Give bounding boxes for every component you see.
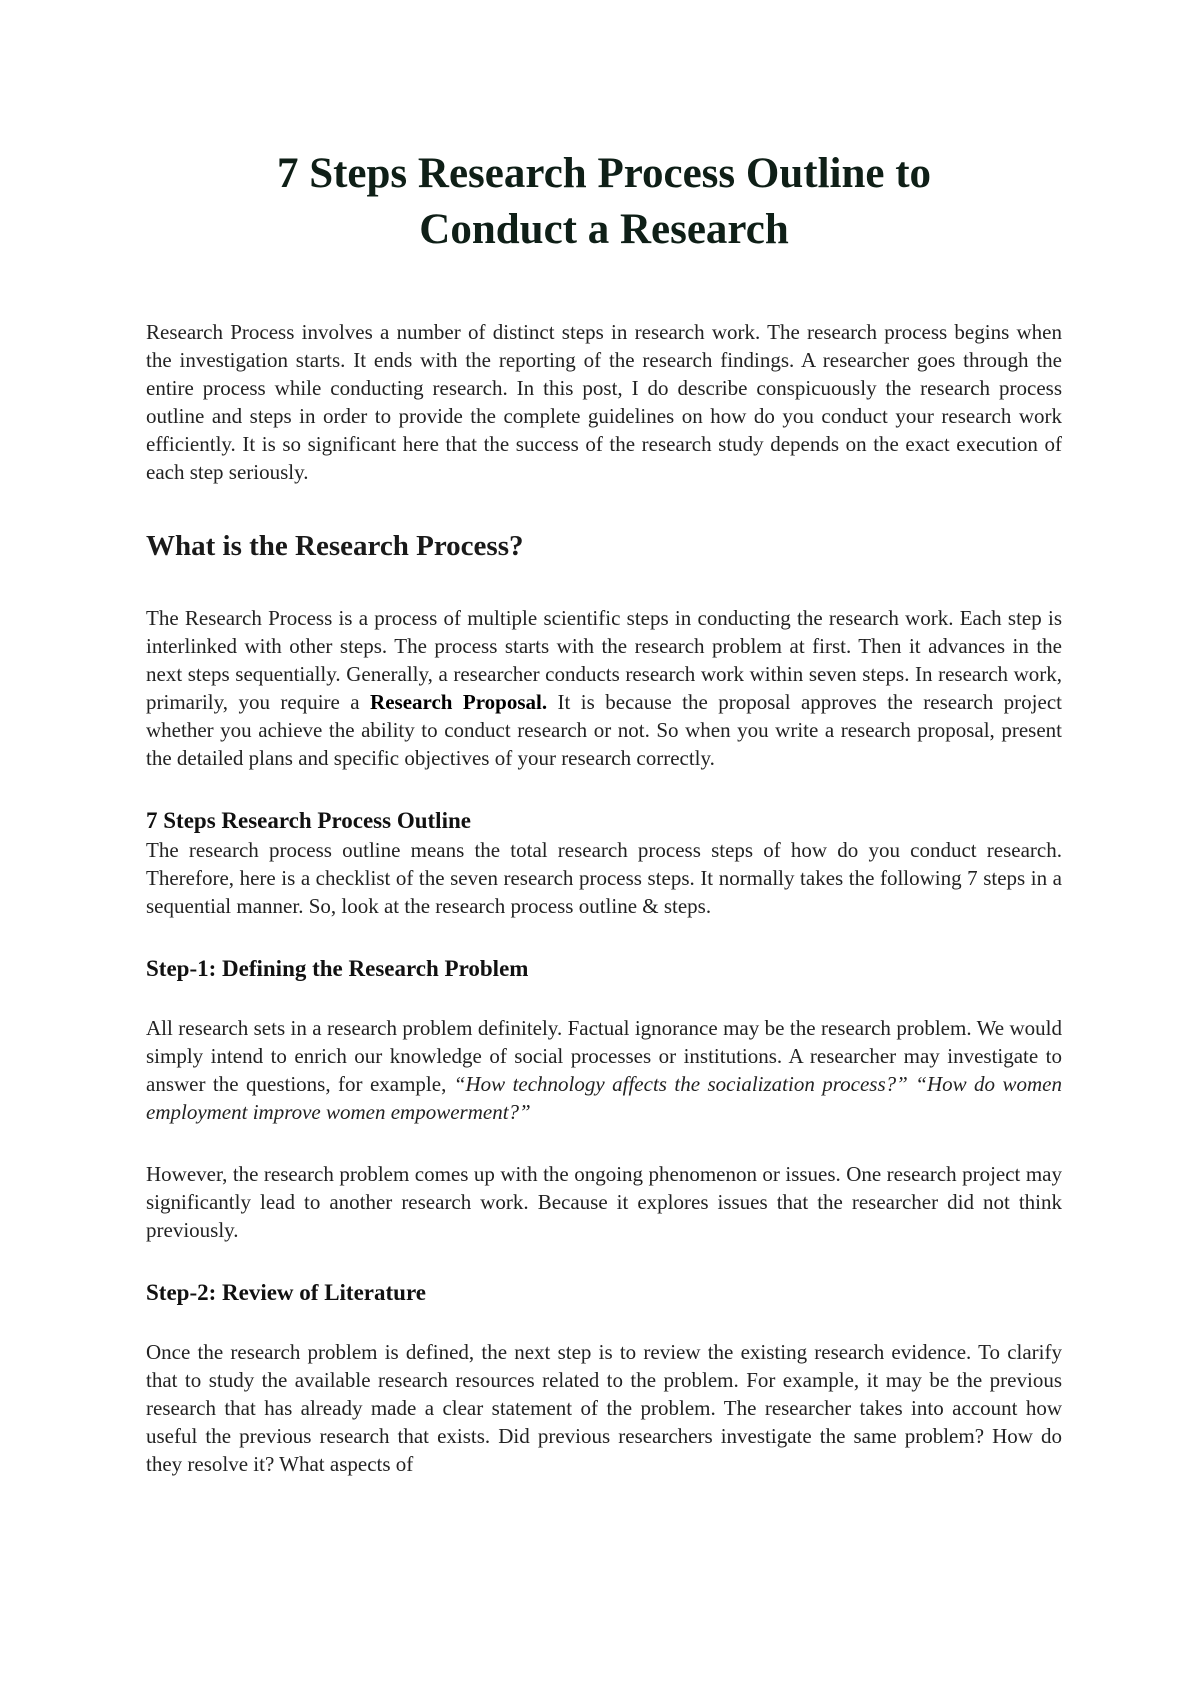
- title-line-2: Conduct a Research: [419, 206, 789, 253]
- section-heading-what-is: What is the Research Process?: [146, 530, 524, 562]
- intro-paragraph: Research Process involves a number of distinct steps in research work. The research process begins when the investigation starts. It ends with the reporting of the research findings. A researcher goes through the entire process while conducting research. In this post, I do describe conspicuously the research process outline and steps in order to provide the complete guidelines on how do you conduct your research work efficiently. It is so significant here that the success of the research study depends on the exact execution of each step seriously.: [146, 320, 1062, 484]
- title-line-1: 7 Steps Research Process Outline to: [276, 150, 932, 197]
- what-is-paragraph: [146, 604, 1062, 772]
- what-is-text-1: The Research Process is a process of multiple scientific steps in conducting the research work. Each step is interlinked with other steps. The process starts with the research problem at first. Then it advances in the next steps sequentially. Generally, a researcher conducts research work within seven steps. In research work, primarily, you require a: [146, 606, 1062, 714]
- step-1-heading: Step-1: Defining the Research Problem: [146, 956, 529, 981]
- step-1-paragraph-1: [146, 1014, 1062, 1126]
- research-proposal-bold: Research Proposal.: [370, 690, 548, 714]
- step-2-paragraph: Once the research problem is defined, the next step is to review the existing research evidence. To clarify that to study the available research resources related to the problem. For example, it may be the previous research that has already made a clear statement of the problem. The researcher takes into account how useful the previous research that exists. Did previous researchers investigate the same problem? How do they resolve it? What aspects of: [146, 1340, 1062, 1476]
- section-heading-outline: 7 Steps Research Process Outline: [146, 808, 471, 833]
- step-1-example-questions: “How technology affects the socialization process?” “How do women employment improve women empowerment?”: [146, 1072, 1062, 1124]
- step-2-section: [146, 1278, 1062, 1478]
- step-1-text: All research sets in a research problem definitely. Factual ignorance may be the research problem. We would simply intend to enrich our knowledge of social processes or institutions. A researcher may investigate to answer the questions, for example,: [146, 1016, 1062, 1096]
- page-title: [146, 146, 1062, 258]
- outline-paragraph: The research process outline means the total research process steps of how do you conduct research. Therefore, here is a checklist of the seven research process steps. It normally takes the following 7 steps in a sequential manner. So, look at the research process outline & steps.: [146, 838, 1062, 918]
- what-is-text-2: It is because the proposal approves the research project whether you achieve the ability to conduct research or not. So when you write a research proposal, present the detailed plans and specific objectives of your research correctly.: [146, 690, 1062, 770]
- step-1-section: [146, 954, 1062, 1244]
- step-1-paragraph-2: However, the research problem comes up with the ongoing phenomenon or issues. One research project may significantly lead to another research work. Because it explores issues that the researcher did not think previously.: [146, 1162, 1062, 1242]
- title-block: [146, 146, 1062, 258]
- outline-section: [146, 806, 1062, 920]
- step-2-heading: Step-2: Review of Literature: [146, 1280, 426, 1305]
